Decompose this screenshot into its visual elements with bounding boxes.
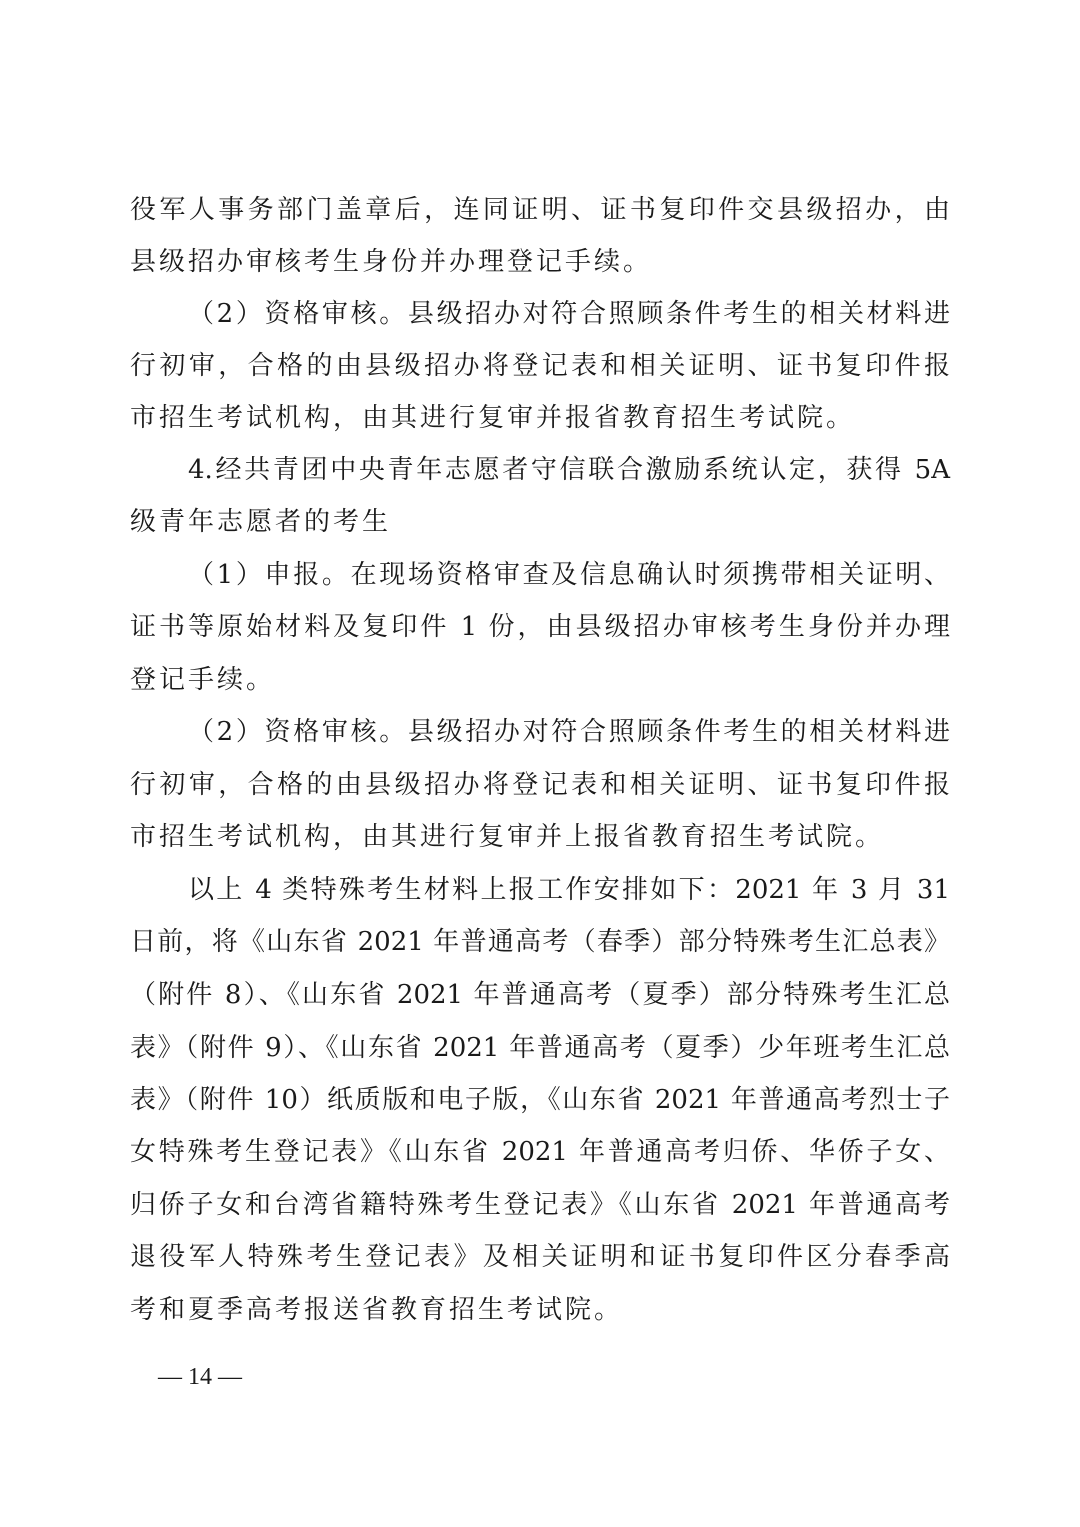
text-line: 役军人事务部门盖章后，连同证明、证书复印件交县级招办，由 — [130, 195, 950, 225]
text-line: 行初审，合格的由县级招办将登记表和相关证明、证书复印件报 — [130, 770, 950, 800]
page-number: — 14 — — [158, 1364, 242, 1390]
text-line: （2）资格审核。县级招办对符合照顾条件考生的相关材料进 — [188, 299, 950, 329]
text-line: 级青年志愿者的考生 — [130, 507, 392, 537]
text-line: 4.经共青团中央青年志愿者守信联合激励系统认定，获得 5A — [188, 455, 950, 485]
text-line: 归侨子女和台湾省籍特殊考生登记表》《山东省 2021 年普通高考 — [130, 1190, 950, 1220]
text-line: （2）资格审核。县级招办对符合照顾条件考生的相关材料进 — [188, 717, 950, 747]
text-line: （1）申报。在现场资格审查及信息确认时须携带相关证明、 — [188, 560, 950, 590]
text-line: 退役军人特殊考生登记表》及相关证明和证书复印件区分春季高 — [130, 1242, 950, 1272]
text-line: 行初审，合格的由县级招办将登记表和相关证明、证书复印件报 — [130, 351, 950, 381]
text-line: 女特殊考生登记表》《山东省 2021 年普通高考归侨、华侨子女、 — [130, 1137, 950, 1167]
text-line: 以上 4 类特殊考生材料上报工作安排如下：2021 年 3 月 31 — [188, 875, 950, 905]
text-line: 证书等原始材料及复印件 1 份，由县级招办审核考生身份并办理 — [130, 612, 950, 642]
text-line: 市招生考试机构，由其进行复审并上报省教育招生考试院。 — [130, 822, 885, 852]
text-line: （附件 8）、《山东省 2021 年普通高考（夏季）部分特殊考生汇总 — [130, 980, 950, 1010]
text-line: 表》（附件 10）纸质版和电子版，《山东省 2021 年普通高考烈士子 — [130, 1085, 950, 1115]
text-line: 日前，将《山东省 2021 年普通高考（春季）部分特殊考生汇总表》 — [130, 927, 950, 957]
text-line: 市招生考试机构，由其进行复审并报省教育招生考试院。 — [130, 403, 856, 433]
text-line: 考和夏季高考报送省教育招生考试院。 — [130, 1295, 624, 1325]
text-line: 登记手续。 — [130, 665, 276, 695]
text-line: 县级招办审核考生身份并办理登记手续。 — [130, 247, 653, 277]
text-line: 表》（附件 9）、《山东省 2021 年普通高考（夏季）少年班考生汇总 — [130, 1033, 950, 1063]
